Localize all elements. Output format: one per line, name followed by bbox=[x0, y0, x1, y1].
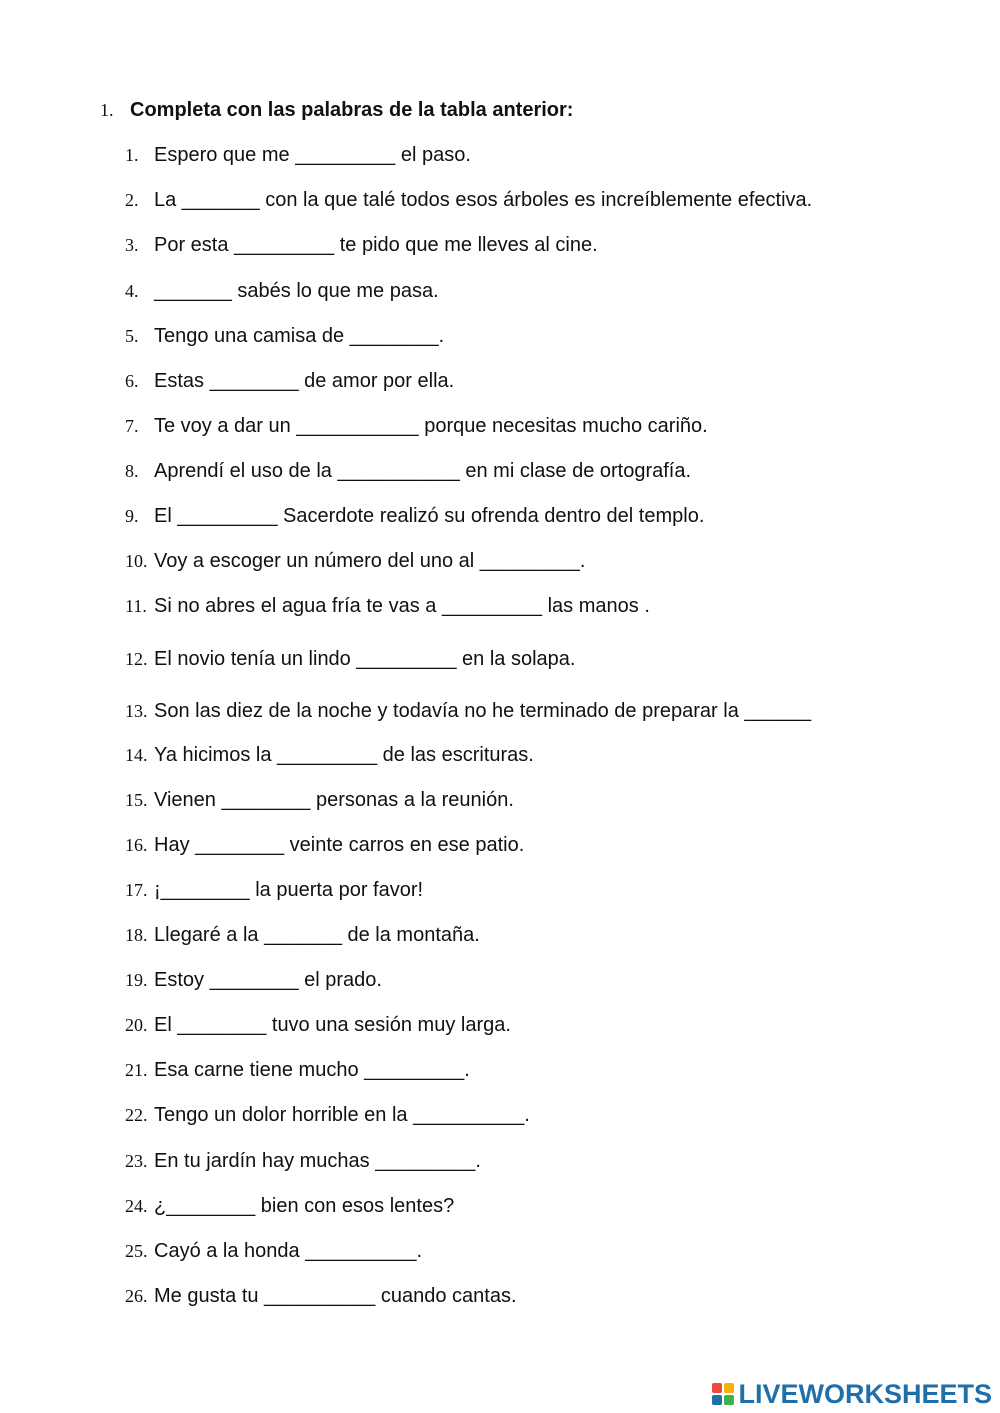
item-number: 5. bbox=[125, 326, 139, 346]
item-text: Estoy ________ el prado. bbox=[154, 969, 382, 991]
list-item bbox=[125, 697, 811, 725]
list-item bbox=[125, 186, 812, 214]
section-number: 1. bbox=[100, 100, 114, 120]
section-title: Completa con las palabras de la tabla anterior: bbox=[130, 99, 574, 121]
item-text: Aprendí el uso de la ___________ en mi clase de ortografía. bbox=[154, 460, 692, 482]
item-text: Te voy a dar un ___________ porque necesitas mucho cariño. bbox=[154, 415, 708, 437]
item-text: Llegaré a la _______ de la montaña. bbox=[154, 924, 480, 946]
item-text: Por esta _________ te pido que me lleves al cine. bbox=[154, 234, 598, 256]
list-item bbox=[125, 367, 454, 395]
item-text: Tengo un dolor horrible en la __________. bbox=[154, 1104, 530, 1126]
item-text: El _________ Sacerdote realizó su ofrenda dentro del templo. bbox=[154, 505, 705, 527]
list-item bbox=[125, 1282, 517, 1310]
item-text: Cayó a la honda __________. bbox=[154, 1240, 423, 1262]
item-text: El novio tenía un lindo _________ en la solapa. bbox=[154, 648, 576, 670]
item-number: 12. bbox=[125, 649, 148, 669]
item-number: 17. bbox=[125, 880, 148, 900]
list-item bbox=[125, 457, 691, 485]
item-number: 21. bbox=[125, 1060, 148, 1080]
item-text: Voy a escoger un número del uno al _________. bbox=[154, 550, 586, 572]
item-text: Hay ________ veinte carros en ese patio. bbox=[154, 834, 525, 856]
list-item bbox=[125, 741, 534, 769]
item-text: El ________ tuvo una sesión muy larga. bbox=[154, 1014, 511, 1036]
item-number: 18. bbox=[125, 925, 148, 945]
item-text: Esa carne tiene mucho _________. bbox=[154, 1059, 470, 1081]
list-item bbox=[125, 1192, 454, 1220]
item-number: 11. bbox=[125, 596, 147, 616]
item-number: 23. bbox=[125, 1151, 148, 1171]
item-text: Si no abres el agua fría te vas a _________ las manos . bbox=[154, 595, 650, 617]
item-number: 7. bbox=[125, 416, 139, 436]
item-text: Son las diez de la noche y todavía no he terminado de preparar la ______ bbox=[154, 700, 812, 722]
list-item bbox=[125, 322, 444, 350]
item-number: 25. bbox=[125, 1241, 148, 1261]
list-item bbox=[125, 1237, 422, 1265]
item-number: 4. bbox=[125, 281, 139, 301]
list-item bbox=[125, 1147, 481, 1175]
item-text: En tu jardín hay muchas _________. bbox=[154, 1150, 481, 1172]
list-item bbox=[125, 231, 598, 259]
list-item bbox=[125, 141, 471, 169]
item-number: 22. bbox=[125, 1105, 148, 1125]
list-item bbox=[125, 412, 708, 440]
list-item bbox=[125, 921, 480, 949]
list-item bbox=[125, 1056, 470, 1084]
item-number: 9. bbox=[125, 506, 139, 526]
list-item bbox=[125, 1011, 511, 1039]
list-item bbox=[125, 966, 382, 994]
item-text: Estas ________ de amor por ella. bbox=[154, 370, 455, 392]
item-text: ¿________ bien con esos lentes? bbox=[154, 1195, 455, 1217]
item-text: ¡________ la puerta por favor! bbox=[154, 879, 424, 901]
list-item bbox=[125, 502, 704, 530]
item-text: Vienen ________ personas a la reunión. bbox=[154, 789, 514, 811]
list-item bbox=[125, 786, 514, 814]
item-number: 2. bbox=[125, 190, 139, 210]
item-text: Ya hicimos la _________ de las escrituras. bbox=[154, 744, 534, 766]
item-text: Me gusta tu __________ cuando cantas. bbox=[154, 1285, 517, 1307]
item-text: La _______ con la que talé todos esos árboles es increíblemente efectiva. bbox=[154, 189, 813, 211]
item-number: 24. bbox=[125, 1196, 148, 1216]
item-number: 8. bbox=[125, 461, 139, 481]
list-item bbox=[125, 277, 439, 305]
liveworksheets-logo-icon bbox=[712, 1383, 734, 1405]
liveworksheets-watermark bbox=[712, 1378, 992, 1410]
item-number: 13. bbox=[125, 701, 148, 721]
item-number: 16. bbox=[125, 835, 148, 855]
item-number: 1. bbox=[125, 145, 139, 165]
item-number: 3. bbox=[125, 235, 139, 255]
list-item bbox=[125, 1101, 530, 1129]
list-item bbox=[125, 645, 575, 673]
item-number: 14. bbox=[125, 745, 148, 765]
item-text: _______ sabés lo que me pasa. bbox=[154, 280, 439, 302]
list-item bbox=[125, 592, 650, 620]
item-text: Tengo una camisa de ________. bbox=[154, 325, 445, 347]
watermark-text: LIVEWORKSHEETS bbox=[738, 1378, 992, 1409]
list-item bbox=[125, 876, 423, 904]
list-item bbox=[125, 547, 585, 575]
item-number: 15. bbox=[125, 790, 148, 810]
item-number: 19. bbox=[125, 970, 148, 990]
section-heading bbox=[100, 96, 573, 124]
item-text: Espero que me _________ el paso. bbox=[154, 144, 471, 166]
item-number: 6. bbox=[125, 371, 139, 391]
item-number: 26. bbox=[125, 1286, 148, 1306]
item-number: 20. bbox=[125, 1015, 148, 1035]
list-item bbox=[125, 831, 524, 859]
item-number: 10. bbox=[125, 551, 148, 571]
